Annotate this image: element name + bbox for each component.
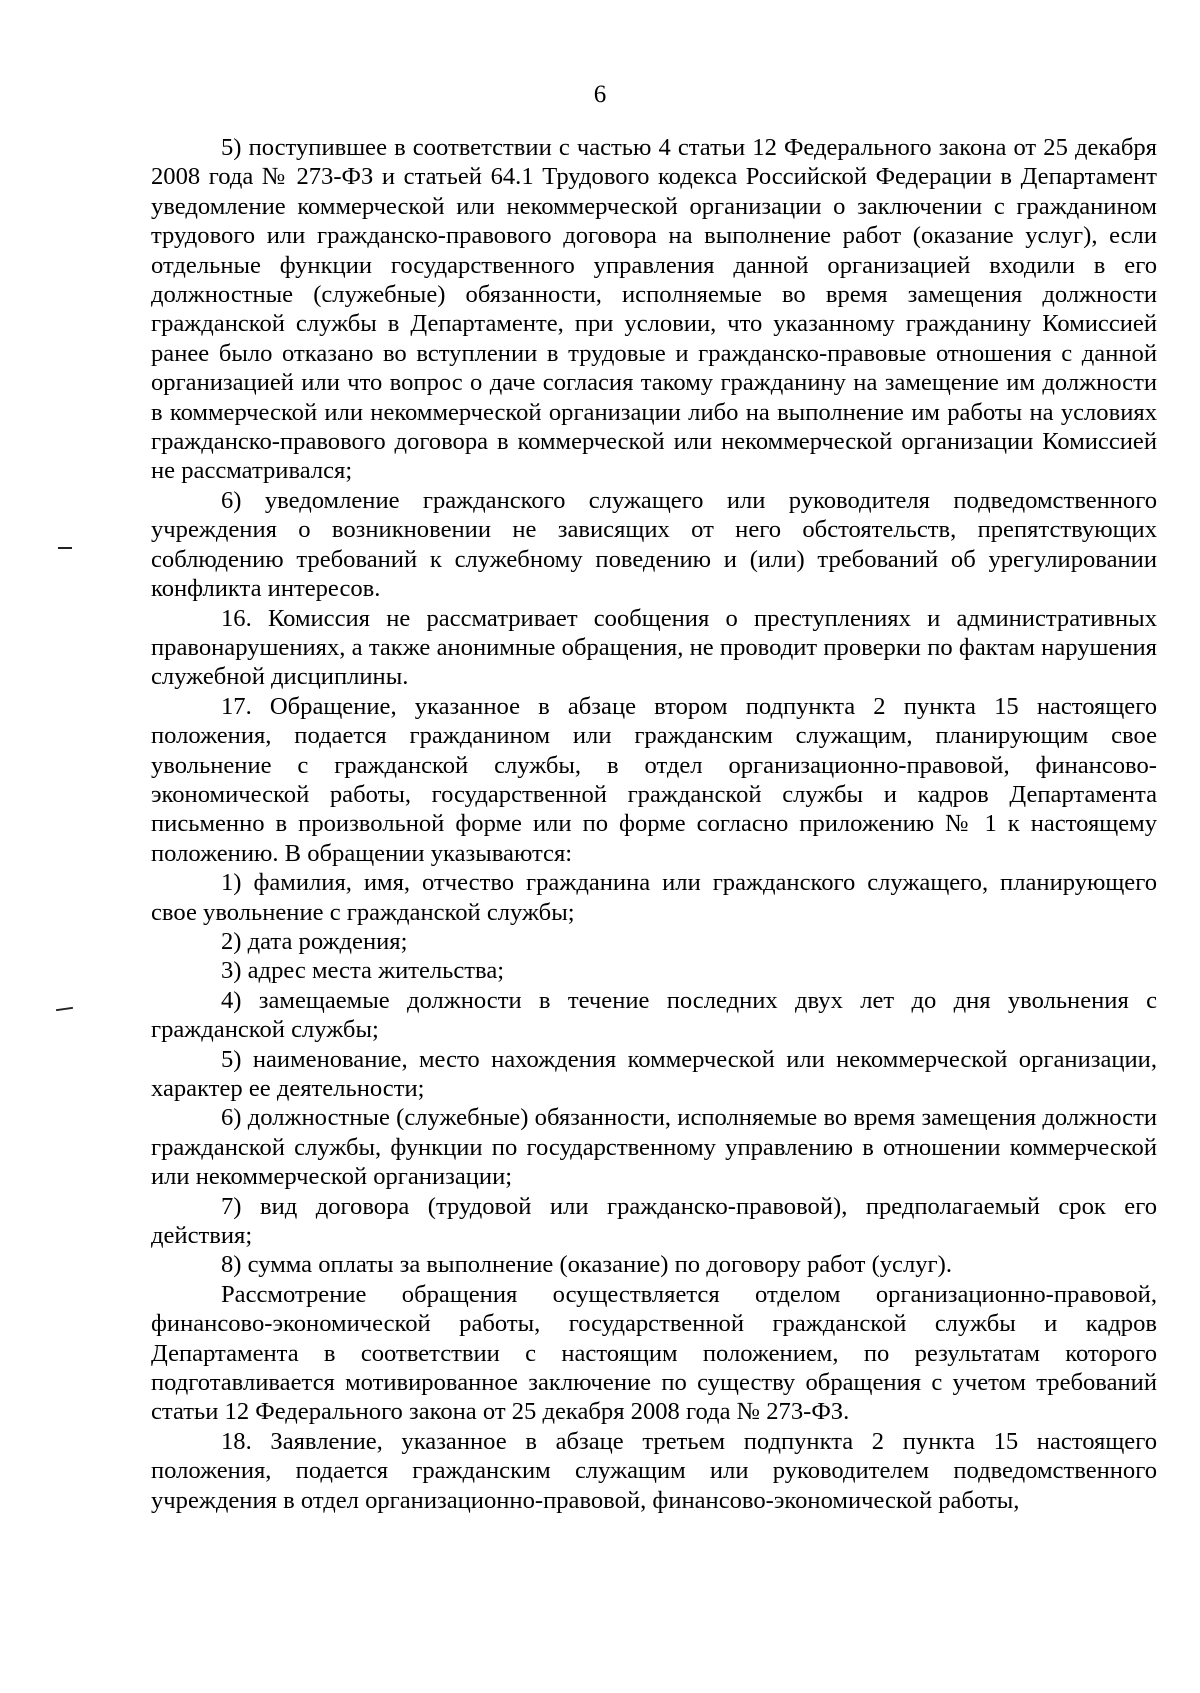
list-item-5: 5) наименование, место нахождения коммерческой или некоммерческой организации, характер ее деятельности; [151, 1045, 1157, 1102]
list-item-3: 3) адрес места жительства; [221, 957, 505, 985]
paragraph-16: 16. Комиссия не рассматривает сообщения о преступлениях и административных правонарушениях, а также анонимные обращения, не проводит проверки по фактам нарушения служебной дисциплины. [151, 604, 1157, 691]
list-item-6: 6) должностные (служебные) обязанности, исполняемые во время замещения должности гражданской службы, функции по государственному управлению в отношении коммерческой или некоммерческой организации; [151, 1104, 1157, 1191]
list-item-2: 2) дата рождения; [221, 927, 408, 955]
paragraph-item-6: 6) уведомление гражданского служащего или руководителя подведомственного учреждения о возникновении не зависящих от него обстоятельств, препятствующих соблюдению требований к служебному поведению и (или) требований об урегулировании конфликта интересов. [151, 486, 1157, 603]
paragraph-item-5: 5) поступившее в соответствии с частью 4 статьи 12 Федерального закона от 25 декабря 2008 года № 273-ФЗ и статьей 64.1 Трудового кодекса Российской Федерации в Департамент уведомление коммерческой или некоммерческой организации о заключении с гражданином трудового или гражданско-правового договора на выполнение работ (оказание услуг), если отдельные функции государственного управления данной организацией входили в его должностные (служебные) обязанности, исполняемые во время замещения должности гражданской службы в Департаменте, при условии, что указанному гражданину Комиссией ранее было отказано во вступлении в трудовые и гражданско-правовые отношения с данной организацией или что вопрос о даче согласия такому гражданину на замещение им должности в коммерческой или некоммерческой организации либо на выполнение им работы на условиях гражданско-правового договора в коммерческой или некоммерческой организации Комиссией не рассматривался; [151, 134, 1157, 485]
list-item-8: 8) сумма оплаты за выполнение (оказание) по договору работ (услуг). [221, 1251, 952, 1279]
paragraph-17: 17. Обращение, указанное в абзаце втором подпункта 2 пункта 15 настоящего положения, подается гражданином или гражданским служащим, планирующим свое увольнение с гражданской службы, в отдел организационно-правовой, финансово-экономической работы, государственной гражданской службы и кадров Департамента письменно в произвольной форме или по форме согласно приложению № 1 к настоящему положению. В обращении указываются: [151, 692, 1157, 867]
page-number: 6 [593, 81, 607, 108]
list-item-1: 1) фамилия, имя, отчество гражданина или гражданского служащего, планирующего свое увольнение с гражданской службы; [151, 869, 1157, 926]
margin-dash-mark [56, 1007, 73, 1011]
paragraph-18: 18. Заявление, указанное в абзаце третьем подпункта 2 пункта 15 настоящего положения, подается гражданским служащим или руководителем подведомственного учреждения в отдел организационно-правовой, финансово-экономической работы, [151, 1427, 1157, 1514]
margin-dash-mark [58, 547, 72, 549]
list-item-7: 7) вид договора (трудовой или гражданско-правовой), предполагаемый срок его действия; [151, 1192, 1157, 1250]
document-body [151, 133, 1157, 1515]
paragraph-review: Рассмотрение обращения осуществляется отделом организационно-правовой, финансово-экономической работы, государственной гражданской службы и кадров Департамента в соответствии с настоящим положением, по результатам которого подготавливается мотивированное заключение по существу обращения с учетом требований статьи 12 Федерального закона от 25 декабря 2008 года № 273-ФЗ. [151, 1280, 1157, 1426]
list-item-4: 4) замещаемые должности в течение последних двух лет до дня увольнения с гражданской службы; [151, 986, 1157, 1044]
